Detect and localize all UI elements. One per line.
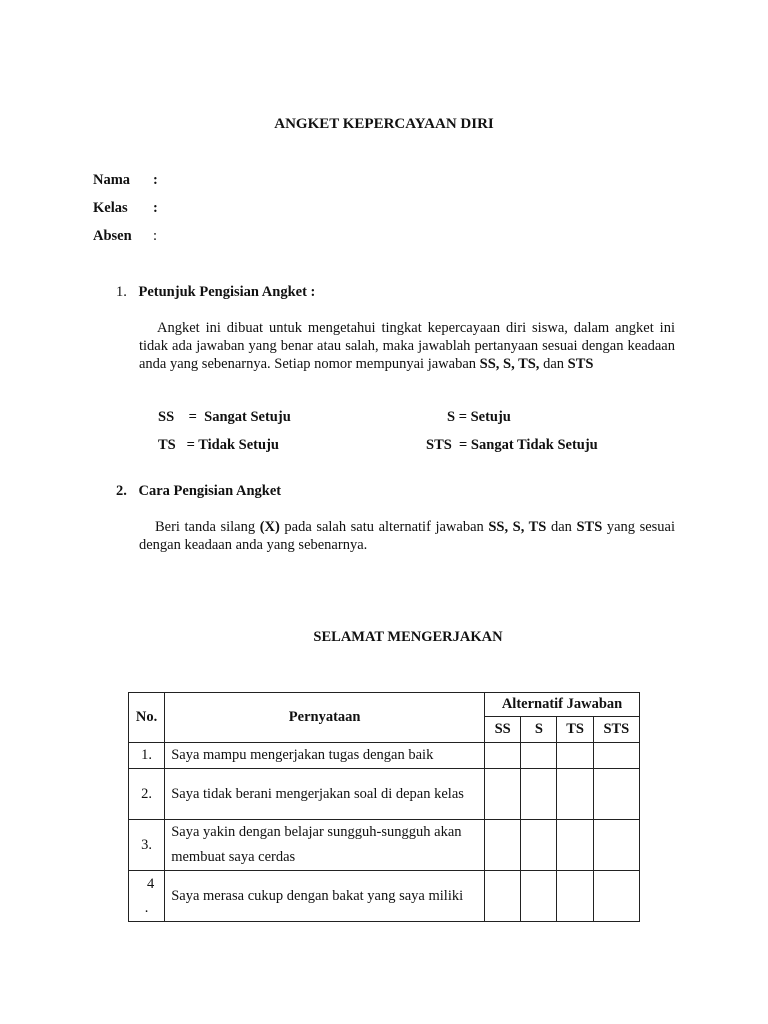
header-option-ss: SS [485,717,521,743]
instructions-text: Angket ini dibuat untuk mengetahui tingkat kepercayaan diri siswa, dalam angket ini tidak ada jawaban yang benar atau salah, maka jawablah pertanyaan sesuai dengan keadaan anda yang sebenarnya. Setiap nomor mempunyai jawaban [139,320,675,372]
header-option-sts: STS [593,717,639,743]
section-how-to-heading [116,483,281,500]
row-number-digit: 4 [146,876,155,892]
table-row [129,769,640,820]
identity-name-row [93,172,158,189]
answer-cell-sts[interactable] [593,820,639,871]
answer-cell-ss[interactable] [485,820,521,871]
how-to-text-b: pada salah satu alternatif jawaban [279,519,489,535]
answer-cell-ts[interactable] [557,743,593,769]
answer-cell-s[interactable] [521,820,557,871]
answer-cell-ts[interactable] [557,871,593,922]
answer-cell-sts[interactable] [593,769,639,820]
section-2-title: Cara Pengisian Angket [138,483,282,499]
row-number: 3. [129,820,165,871]
header-option-s: S [521,717,557,743]
row-statement: Saya yakin dengan belajar sungguh-sungguh akan membuat saya cerdas [165,820,485,871]
identity-class-label: Kelas [93,200,128,216]
table-row [129,743,640,769]
section-2-number: 2. [116,483,127,499]
section-1-number: 1. [116,284,127,300]
answer-cell-ss[interactable] [485,769,521,820]
header-statement: Pernyataan [165,693,485,743]
section-1-title: Petunjuk Pengisian Angket : [138,284,316,300]
answer-cell-ts[interactable] [557,769,593,820]
page-title: ANGKET KEPERCAYAAN DIRI [274,116,494,132]
row-statement: Saya mampu mengerjakan tugas dengan baik [165,743,485,769]
identity-class-row [93,200,158,217]
identity-attendance-label: Absen [93,228,132,244]
how-to-codes: SS, S, TS [488,519,547,535]
row-number: 1. [129,743,165,769]
answer-cell-ts[interactable] [557,820,593,871]
answer-cell-ss[interactable] [485,871,521,922]
legend-ss: SS = Sangat Setuju [158,409,291,425]
closing-text: SELAMAT MENGERJAKAN [313,629,503,645]
section-instructions-heading [116,284,315,301]
answer-cell-s[interactable] [521,769,557,820]
legend-s: S = Setuju [447,409,511,425]
answer-cell-s[interactable] [521,871,557,922]
instructions-and: dan [539,356,568,372]
header-no: No. [129,693,165,743]
table-row [129,820,640,871]
identity-name-label: Nama [93,172,131,188]
legend-sts: STS = Sangat Tidak Setuju [426,437,598,453]
identity-name-colon: : [153,172,158,188]
answer-cell-s[interactable] [521,743,557,769]
header-alternatives: Alternatif Jawaban [485,693,640,717]
how-to-text-c: dan [546,519,577,535]
header-option-ts: TS [557,717,593,743]
answer-cell-ss[interactable] [485,743,521,769]
identity-attendance-colon: : [153,228,158,244]
row-number-dot: . [144,900,149,916]
how-to-text-d: yang sesuai dengan keadaan anda yang sebenarnya. [139,519,676,553]
row-statement: Saya tidak berani mengerjakan soal di depan kelas [165,769,485,820]
row-number: 2. [129,769,165,820]
questionnaire-table [128,692,640,922]
row-statement: Saya merasa cukup dengan bakat yang saya miliki [165,871,485,922]
row-number [129,871,165,922]
legend-ts: TS = Tidak Setuju [158,437,279,453]
identity-attendance-row [93,228,157,245]
instructions-paragraph [139,319,675,373]
how-to-text-a: Beri tanda silang [155,519,260,535]
how-to-mark: (X) [259,519,280,535]
instructions-codes: SS, S, TS, [479,356,540,372]
how-to-paragraph [139,518,675,554]
answer-cell-sts[interactable] [593,743,639,769]
answer-cell-sts[interactable] [593,871,639,922]
identity-class-colon: : [153,200,158,216]
instructions-last-code: STS [567,356,594,372]
table-row [129,871,640,922]
how-to-sts: STS [576,519,603,535]
